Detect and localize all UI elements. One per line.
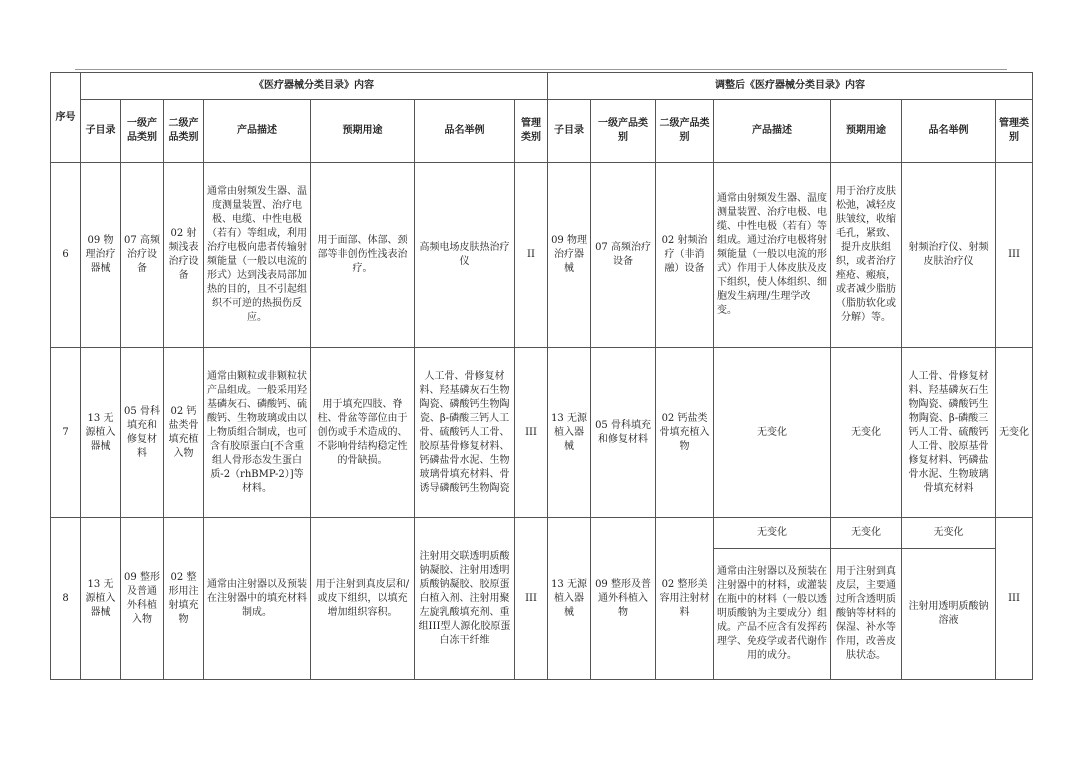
cell: 05 骨科填充和修复材料 (591, 348, 656, 518)
header-col: 品名举例 (415, 100, 515, 163)
cell: II (515, 163, 548, 348)
cell: III (515, 348, 548, 518)
cell: 用于注射到真皮层，主要通过所含透明质酸钠等材料的保湿、补水等作用，改善皮肤状态。 (831, 549, 902, 680)
cell: III (996, 163, 1033, 348)
cell: 13 无源植入器械 (81, 518, 121, 680)
header-col: 预期用途 (311, 100, 415, 163)
header-col: 产品描述 (714, 100, 831, 163)
cell: 无变化 (714, 348, 831, 518)
cell: 02 整形美容用注射材料 (656, 518, 714, 680)
cell: 13 无源植入器械 (548, 518, 591, 680)
cell: 02 钙盐类骨填充植入物 (164, 348, 204, 518)
cell: 无变化 (902, 518, 996, 549)
table-row (51, 518, 1033, 549)
cell: III (515, 518, 548, 680)
cell: 09 物理治疗器械 (548, 163, 591, 348)
cell-seq: 8 (51, 518, 81, 680)
header-col: 品名举例 (902, 100, 996, 163)
cell: 通常由注射器以及预装在注射器中的填充材料制成。 (204, 518, 311, 680)
header-col: 产品描述 (204, 100, 311, 163)
header-col: 子目录 (81, 100, 121, 163)
cell: 用于填充四肢、脊柱、骨盆等部位由于创伤或手术造成的、不影响骨结构稳定性的骨缺损。 (311, 348, 415, 518)
header-col: 预期用途 (831, 100, 902, 163)
cell-seq: 6 (51, 163, 81, 348)
cell: 射频治疗仪、射频皮肤治疗仪 (902, 163, 996, 348)
cell: 用于治疗皮肤松弛，减轻皮肤皱纹，收缩毛孔，紧致、提升皮肤组织，或者治疗痤疮、瘢痕，或者减少脂肪（脂肪软化或分解）等。 (831, 163, 902, 348)
cell: 无变化 (996, 348, 1033, 518)
cell: 09 物理治疗器械 (81, 163, 121, 348)
header-left-title: 《医疗器械分类目录》内容 (81, 73, 548, 100)
header-col: 一级产品类别 (121, 100, 164, 163)
header-col: 管理类别 (996, 100, 1033, 163)
cell: 02 射频浅表治疗设备 (164, 163, 204, 348)
cell: 通常由颗粒或非颗粒状产品组成。一般采用羟基磷灰石、磷酸钙、硫酸钙、生物玻璃或由以上物质组合制成，也可含有胶原蛋白[不含重组人骨形态发生蛋白质-2（rhBMP-2）]等材料。 (204, 348, 311, 518)
cell: 用于面部、体部、颈部等非创伤性浅表治疗。 (311, 163, 415, 348)
cell: 13 无源植入器械 (81, 348, 121, 518)
cell: 无变化 (831, 348, 902, 518)
cell: III (996, 518, 1033, 680)
cell: 注射用透明质酸钠溶液 (902, 549, 996, 680)
header-col: 一级产品类别 (591, 100, 656, 163)
header-col: 管理类别 (515, 100, 548, 163)
header-col: 二级产品类别 (164, 100, 204, 163)
header-col: 子目录 (548, 100, 591, 163)
cell: 02 整形用注射填充物 (164, 518, 204, 680)
table-row (51, 348, 1033, 518)
cell: 高频电场皮肤热治疗仪 (415, 163, 515, 348)
cell: 02 钙盐类骨填充植入物 (656, 348, 714, 518)
cell: 通常由射频发生器、温度测量装置、治疗电极、电缆、中性电极（若有）等组成，利用治疗电极向患者传输射频能量（一般以电流的形式）达到浅表局部加热的目的，且不引起组织不可逆的热损伤反应。 (204, 163, 311, 348)
cell: 05 骨科填充和修复材料 (121, 348, 164, 518)
cell: 用于注射到真皮层和/或皮下组织，以填充增加组织容积。 (311, 518, 415, 680)
cell: 无变化 (714, 518, 831, 549)
cell: 通常由射频发生器、温度测量装置、治疗电极、电缆、中性电极（若有）等组成。通过治疗电极将射频能量（一般以电流的形式）作用于人体皮肤及皮下组织，使人体组织、细胞发生病理/生理学改变。 (714, 163, 831, 348)
header-right-title: 调整后《医疗器械分类目录》内容 (548, 73, 1033, 100)
cell: 02 射频治疗（非消融）设备 (656, 163, 714, 348)
classification-table (50, 72, 1033, 680)
header-seq: 序号 (51, 73, 81, 163)
top-rule (75, 69, 1007, 70)
cell: 13 无源植入器械 (548, 348, 591, 518)
cell: 07 高频治疗设备 (591, 163, 656, 348)
cell: 07 高频治疗设备 (121, 163, 164, 348)
header-col: 二级产品类别 (656, 100, 714, 163)
cell: 09 整形及普通外科植入物 (121, 518, 164, 680)
cell: 无变化 (831, 518, 902, 549)
cell: 人工骨、骨修复材料、羟基磷灰石生物陶瓷、磷酸钙生物陶瓷、β-磷酸三钙人工骨、硫酸钙人工骨、胶原基骨修复材料、钙磷盐骨水泥、生物玻璃骨填充材料 (902, 348, 996, 518)
cell-seq: 7 (51, 348, 81, 518)
cell: 注射用交联透明质酸钠凝胶、注射用透明质酸钠凝胶、胶原蛋白植入剂、注射用聚左旋乳酸填充剂、重组III型人源化胶原蛋白冻干纤维 (415, 518, 515, 680)
cell: 通常由注射器以及预装在注射器中的材料，或灌装在瓶中的材料（一般以透明质酸钠为主要成分）组成。产品不应含有发挥药理学、免疫学或者代谢作用的成分。 (714, 549, 831, 680)
table-row (51, 163, 1033, 348)
cell: 人工骨、骨修复材料、羟基磷灰石生物陶瓷、磷酸钙生物陶瓷、β-磷酸三钙人工骨、硫酸钙人工骨、胶原基骨修复材料、钙磷盐骨水泥、生物玻璃骨填充材料、骨诱导磷酸钙生物陶瓷 (415, 348, 515, 518)
cell: 09 整形及普通外科植入物 (591, 518, 656, 680)
